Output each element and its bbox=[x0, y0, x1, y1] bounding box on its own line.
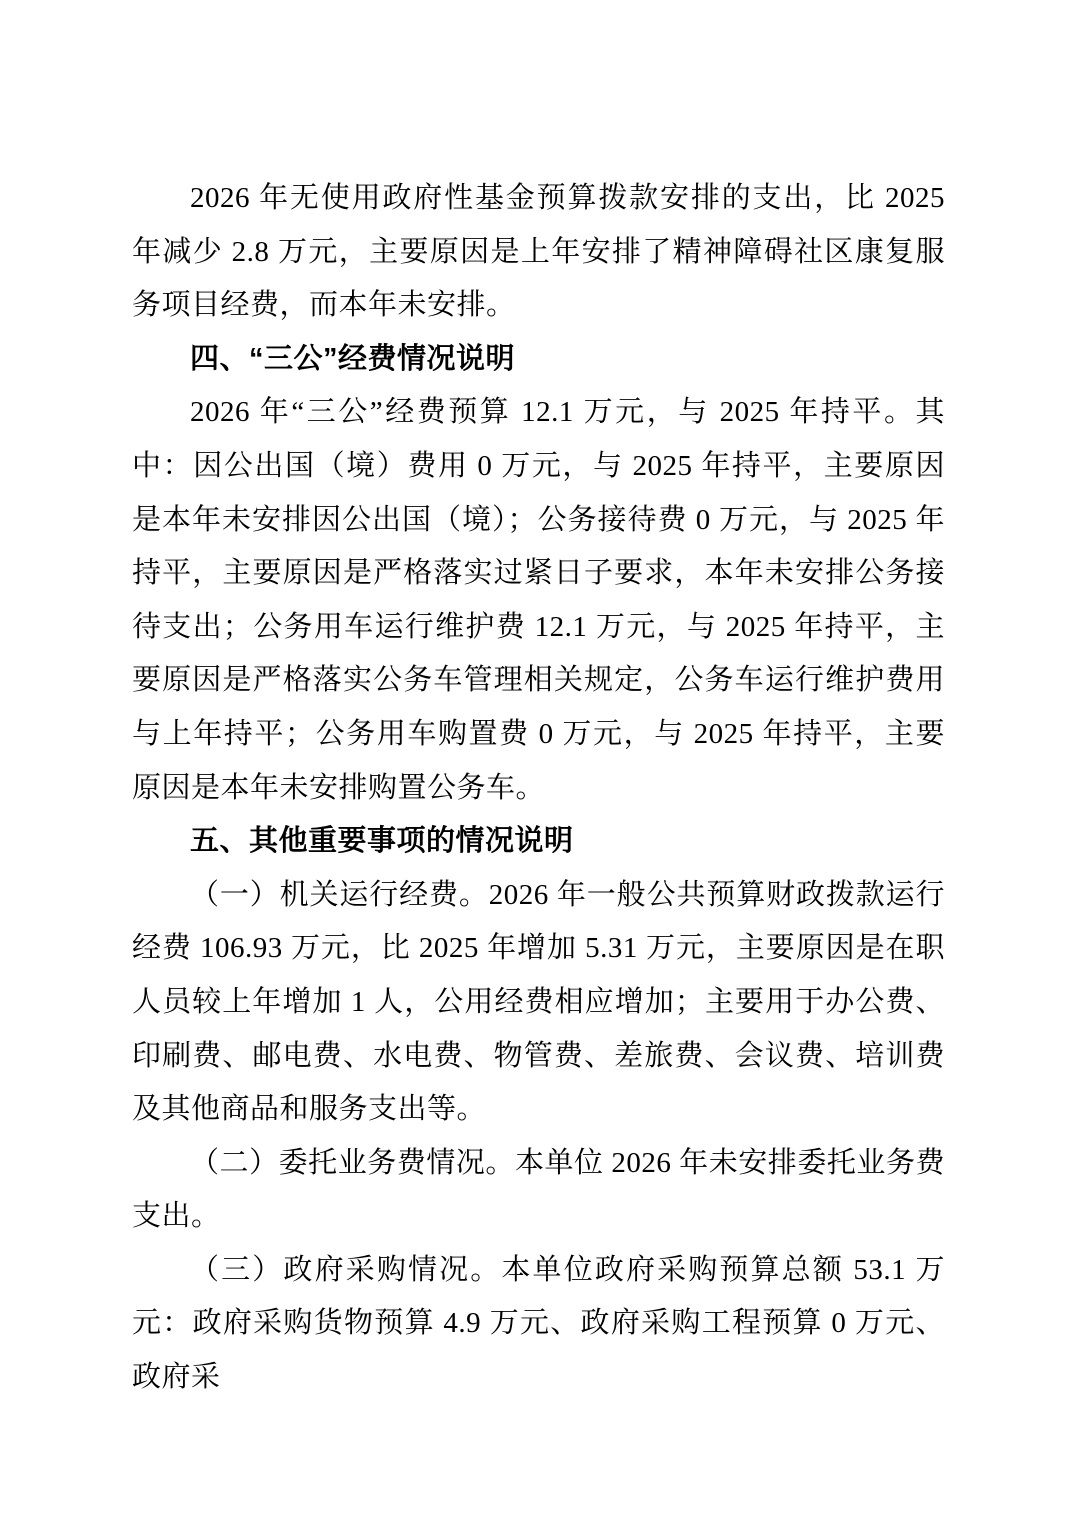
section-heading-other-important-matters: 五、其他重要事项的情况说明 bbox=[190, 825, 574, 858]
paragraph-gov-fund-expenditure: 2026 年无使用政府性基金预算拨款安排的支出，比 2025 年减少 2.8 万元，主要原因是上年安排了精神障碍社区康复服务项目经费，而本年未安排。 bbox=[132, 182, 945, 322]
document-body bbox=[132, 172, 945, 1405]
paragraph-entrusted-business-expense: （二）委托业务费情况。本单位 2026 年未安排委托业务费支出。 bbox=[132, 1146, 945, 1233]
section-heading-three-public-funds: 四、“三公”经费情况说明 bbox=[190, 342, 516, 375]
paragraph-government-procurement: （三）政府采购情况。本单位政府采购预算总额 53.1 万元：政府采购货物预算 4.9 万元、政府采购工程预算 0 万元、政府采 bbox=[132, 1253, 945, 1394]
paragraph-three-public-funds-detail: 2026 年“三公”经费预算 12.1 万元，与 2025 年持平。其中：因公出国（境）费用 0 万元，与 2025 年持平，主要原因是本年未安排因公出国（境）；公务接待费 0 万元，与 2025 年持平，主要原因是严格落实过紧日子要求，本年未安排公务接待支出；公务用车运行维护费 12.1 万元，与 2025 年持平，主要原因是严格落实公务车管理相关规定，公务车运行维护费用与上年持平；公务用车购置费 0 万元，与 2025 年持平，主要原因是本年未安排购置公务车。 bbox=[132, 396, 945, 804]
paragraph-agency-operation-expense: （一）机关运行经费。2026 年一般公共预算财政拨款运行经费 106.93 万元，比 2025 年增加 5.31 万元，主要原因是在职人员较上年增加 1 人，公用经费相应增加；主要用于办公费、印刷费、邮电费、水电费、物管费、差旅费、会议费、培训费及其他商品和服务支出等。 bbox=[132, 878, 945, 1126]
